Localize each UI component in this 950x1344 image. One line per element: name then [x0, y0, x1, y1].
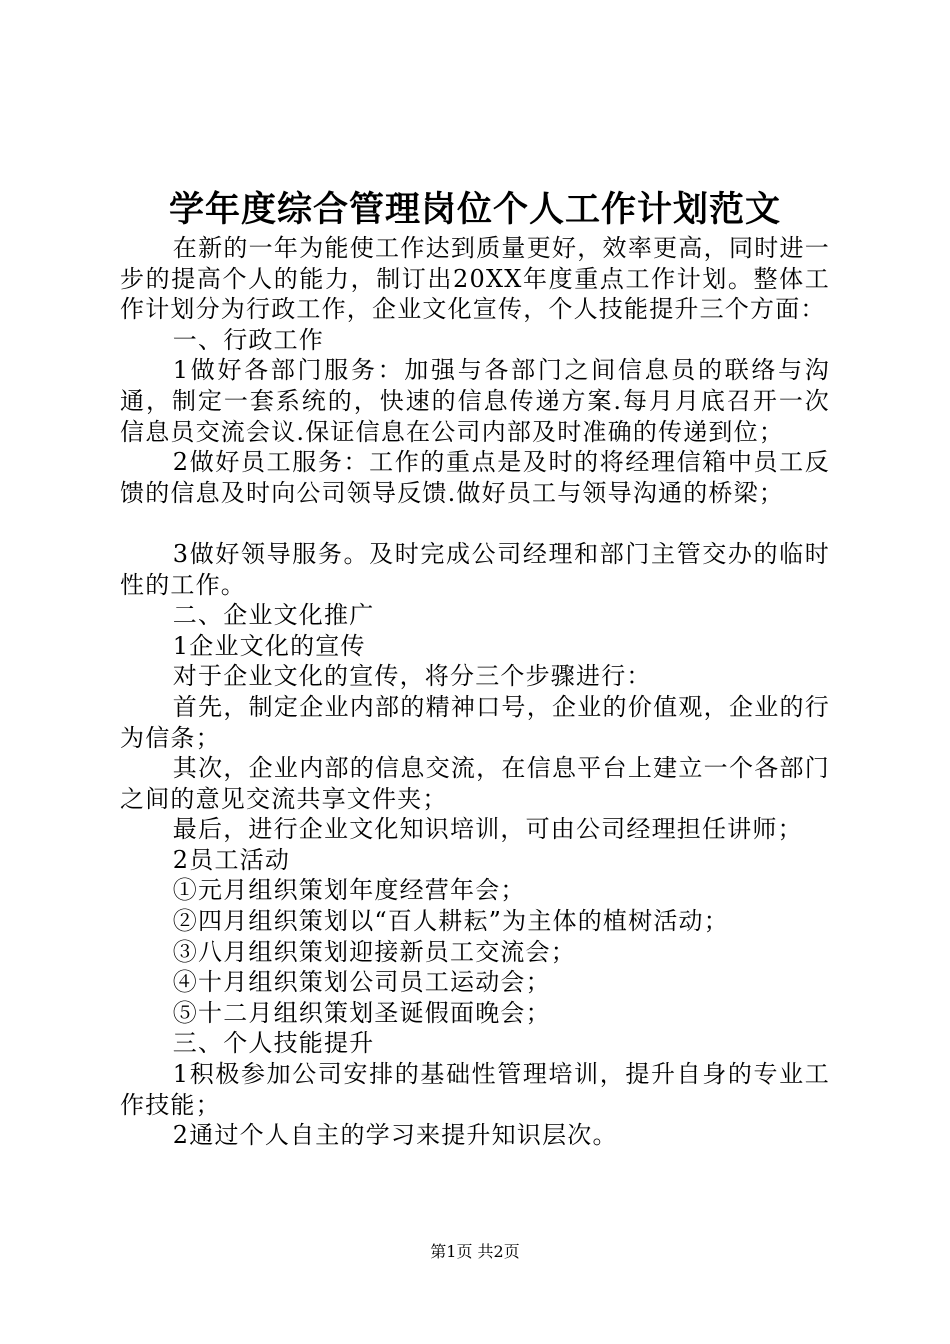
paragraph-item: 对于企业文化的宣传，将分三个步骤进行： [172, 662, 652, 691]
sub-heading: 1企业文化的宣传 [172, 631, 366, 660]
sub-heading: 2员工活动 [172, 845, 291, 874]
section-heading-2: 二、企业文化推广 [172, 601, 375, 630]
page-footer: 第1页 共2页 [430, 1242, 520, 1261]
section-heading-3: 三、个人技能提升 [172, 1029, 375, 1058]
paragraph-item: 1做好各部门服务：加强与各部门之间信息员的联络与沟通，制定一套系统的，快速的信息传递方案.每月月底召开一次信息员交流会议.保证信息在公司内部及时准确的传递到位； [120, 356, 830, 446]
list-item: ⑤十二月组织策划圣诞假面晚会； [172, 998, 551, 1027]
paragraph-item: 最后，进行企业文化知识培训，可由公司经理担任讲师； [172, 815, 803, 844]
paragraph-item: 其次，企业内部的信息交流，在信息平台上建立一个各部门之间的意见交流共享文件夹； [120, 754, 830, 813]
paragraph-item: 2通过个人自主的学习来提升知识层次。 [172, 1121, 618, 1150]
document-body [120, 233, 830, 1151]
paragraph-item: 1积极参加公司安排的基础性管理培训，提升自身的专业工作技能； [120, 1060, 830, 1119]
paragraph-intro: 在新的一年为能使工作达到质量更好，效率更高，同时进一步的提高个人的能力，制订出20XX年度重点工作计划。整体工作计划分为行政工作，企业文化宣传，个人技能提升三个方面： [120, 234, 830, 324]
list-item: ③八月组织策划迎接新员工交流会； [172, 937, 576, 966]
list-item: ①元月组织策划年度经营年会； [172, 876, 526, 905]
document-title: 学年度综合管理岗位个人工作计划范文 [168, 189, 781, 230]
paragraph-item: 2做好员工服务：工作的重点是及时的将经理信箱中员工反馈的信息及时向公司领导反馈.做好员工与领导沟通的桥梁； [120, 448, 830, 507]
section-heading-1: 一、行政工作 [172, 325, 324, 354]
paragraph-item: 首先，制定企业内部的精神口号，企业的价值观，企业的行为信条； [120, 692, 830, 752]
list-item: ②四月组织策划以“百人耕耘”为主体的植树活动； [172, 907, 729, 936]
paragraph-item: 3做好领导服务。及时完成公司经理和部门主管交办的临时性的工作。 [120, 539, 830, 599]
list-item: ④十月组织策划公司员工运动会； [172, 968, 551, 997]
